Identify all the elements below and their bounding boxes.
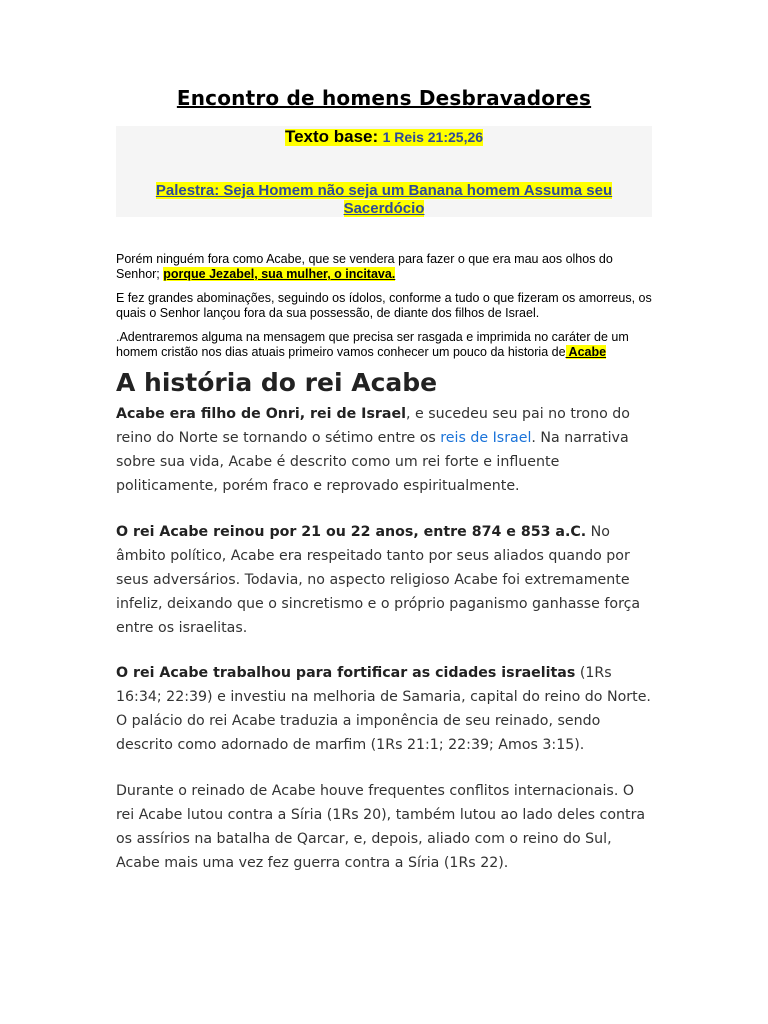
texto-base-reference: 1 Reis 21:25,26 [382,129,484,145]
reis-de-israel-link[interactable]: reis de Israel [440,430,532,446]
document-title: Encontro de homens Desbravadores [176,86,592,110]
palestra-text: Palestra: Seja Homem não seja um Banana homem Assuma seu Sacerdócio [155,182,613,217]
b3-bold: O rei Acabe trabalhou para fortificar as cidades israelitas [116,665,576,681]
body-paragraph-3 [116,661,656,757]
body-paragraph-1 [116,402,656,498]
palestra-title [136,182,632,218]
section-heading: A história do rei Acabe [116,368,438,397]
b1-text2: . Na narrativa sobre sua vida, Acabe é descrito como um rei forte e influente politicamente, porém fraco e reprovado espiritualmente. [116,430,629,494]
body-paragraph-2 [116,520,656,640]
texto-base-label: Texto base: [284,127,379,146]
b2-bold: O rei Acabe reinou por 21 ou 22 anos, entre 874 e 853 a.C. [116,524,587,540]
intro-paragraph-2: E fez grandes abominações, seguindo os ídolos, conforme a tudo o que fizeram os amorreus, os quais o Senhor lançou fora da sua possessão, de diante dos filhos de Israel. [116,291,652,320]
intro-p3-text: .Adentraremos alguma na mensagem que precisa ser rasgada e imprimida no caráter de um homem cristão nos dias atuais primeiro vamos conhecer um pouco da historia de [116,330,629,359]
intro-paragraph-3 [116,330,656,360]
b2-text: No âmbito político, Acabe era respeitado tanto por seus aliados quando por seus adversários. Todavia, no aspecto religioso Acabe foi extremamente infeliz, deixando que o sincretismo e o próprio paganismo ganhasse força entre os israelitas. [116,524,641,636]
b1-bold: Acabe era filho de Onri, rei de Israel [116,406,406,422]
intro-p1-text: Porém ninguém fora como Acabe, que se vendera para fazer o que era mau aos olhos do Senhor; [116,252,613,281]
texto-base-line [116,127,652,147]
texto-base-highlight [285,129,483,146]
b3-text: (1Rs 16:34; 22:39) e investiu na melhoria de Samaria, capital do reino do Norte. O palácio do rei Acabe traduzia a imponência de seu reinado, sendo descrito como adornado de marfim (1Rs 21:1; 22:39; Amos 3:15). [116,665,651,753]
intro-p1-highlight: porque Jezabel, sua mulher, o incitava. [163,267,396,281]
intro-paragraph-1 [116,252,656,282]
body-paragraph-4: Durante o reinado de Acabe houve frequentes conflitos internacionais. O rei Acabe lutou contra a Síria (1Rs 20), também lutou ao lado deles contra os assírios na batalha de Qarcar, e, depois, aliado com o reino do Sul, Acabe mais uma vez fez guerra contra a Síria (1Rs 22). [116,783,646,871]
b1-text1: , e sucedeu seu pai no trono do reino do Norte se tornando o sétimo entre os [116,406,630,446]
intro-p3-highlight: Acabe [565,345,607,359]
